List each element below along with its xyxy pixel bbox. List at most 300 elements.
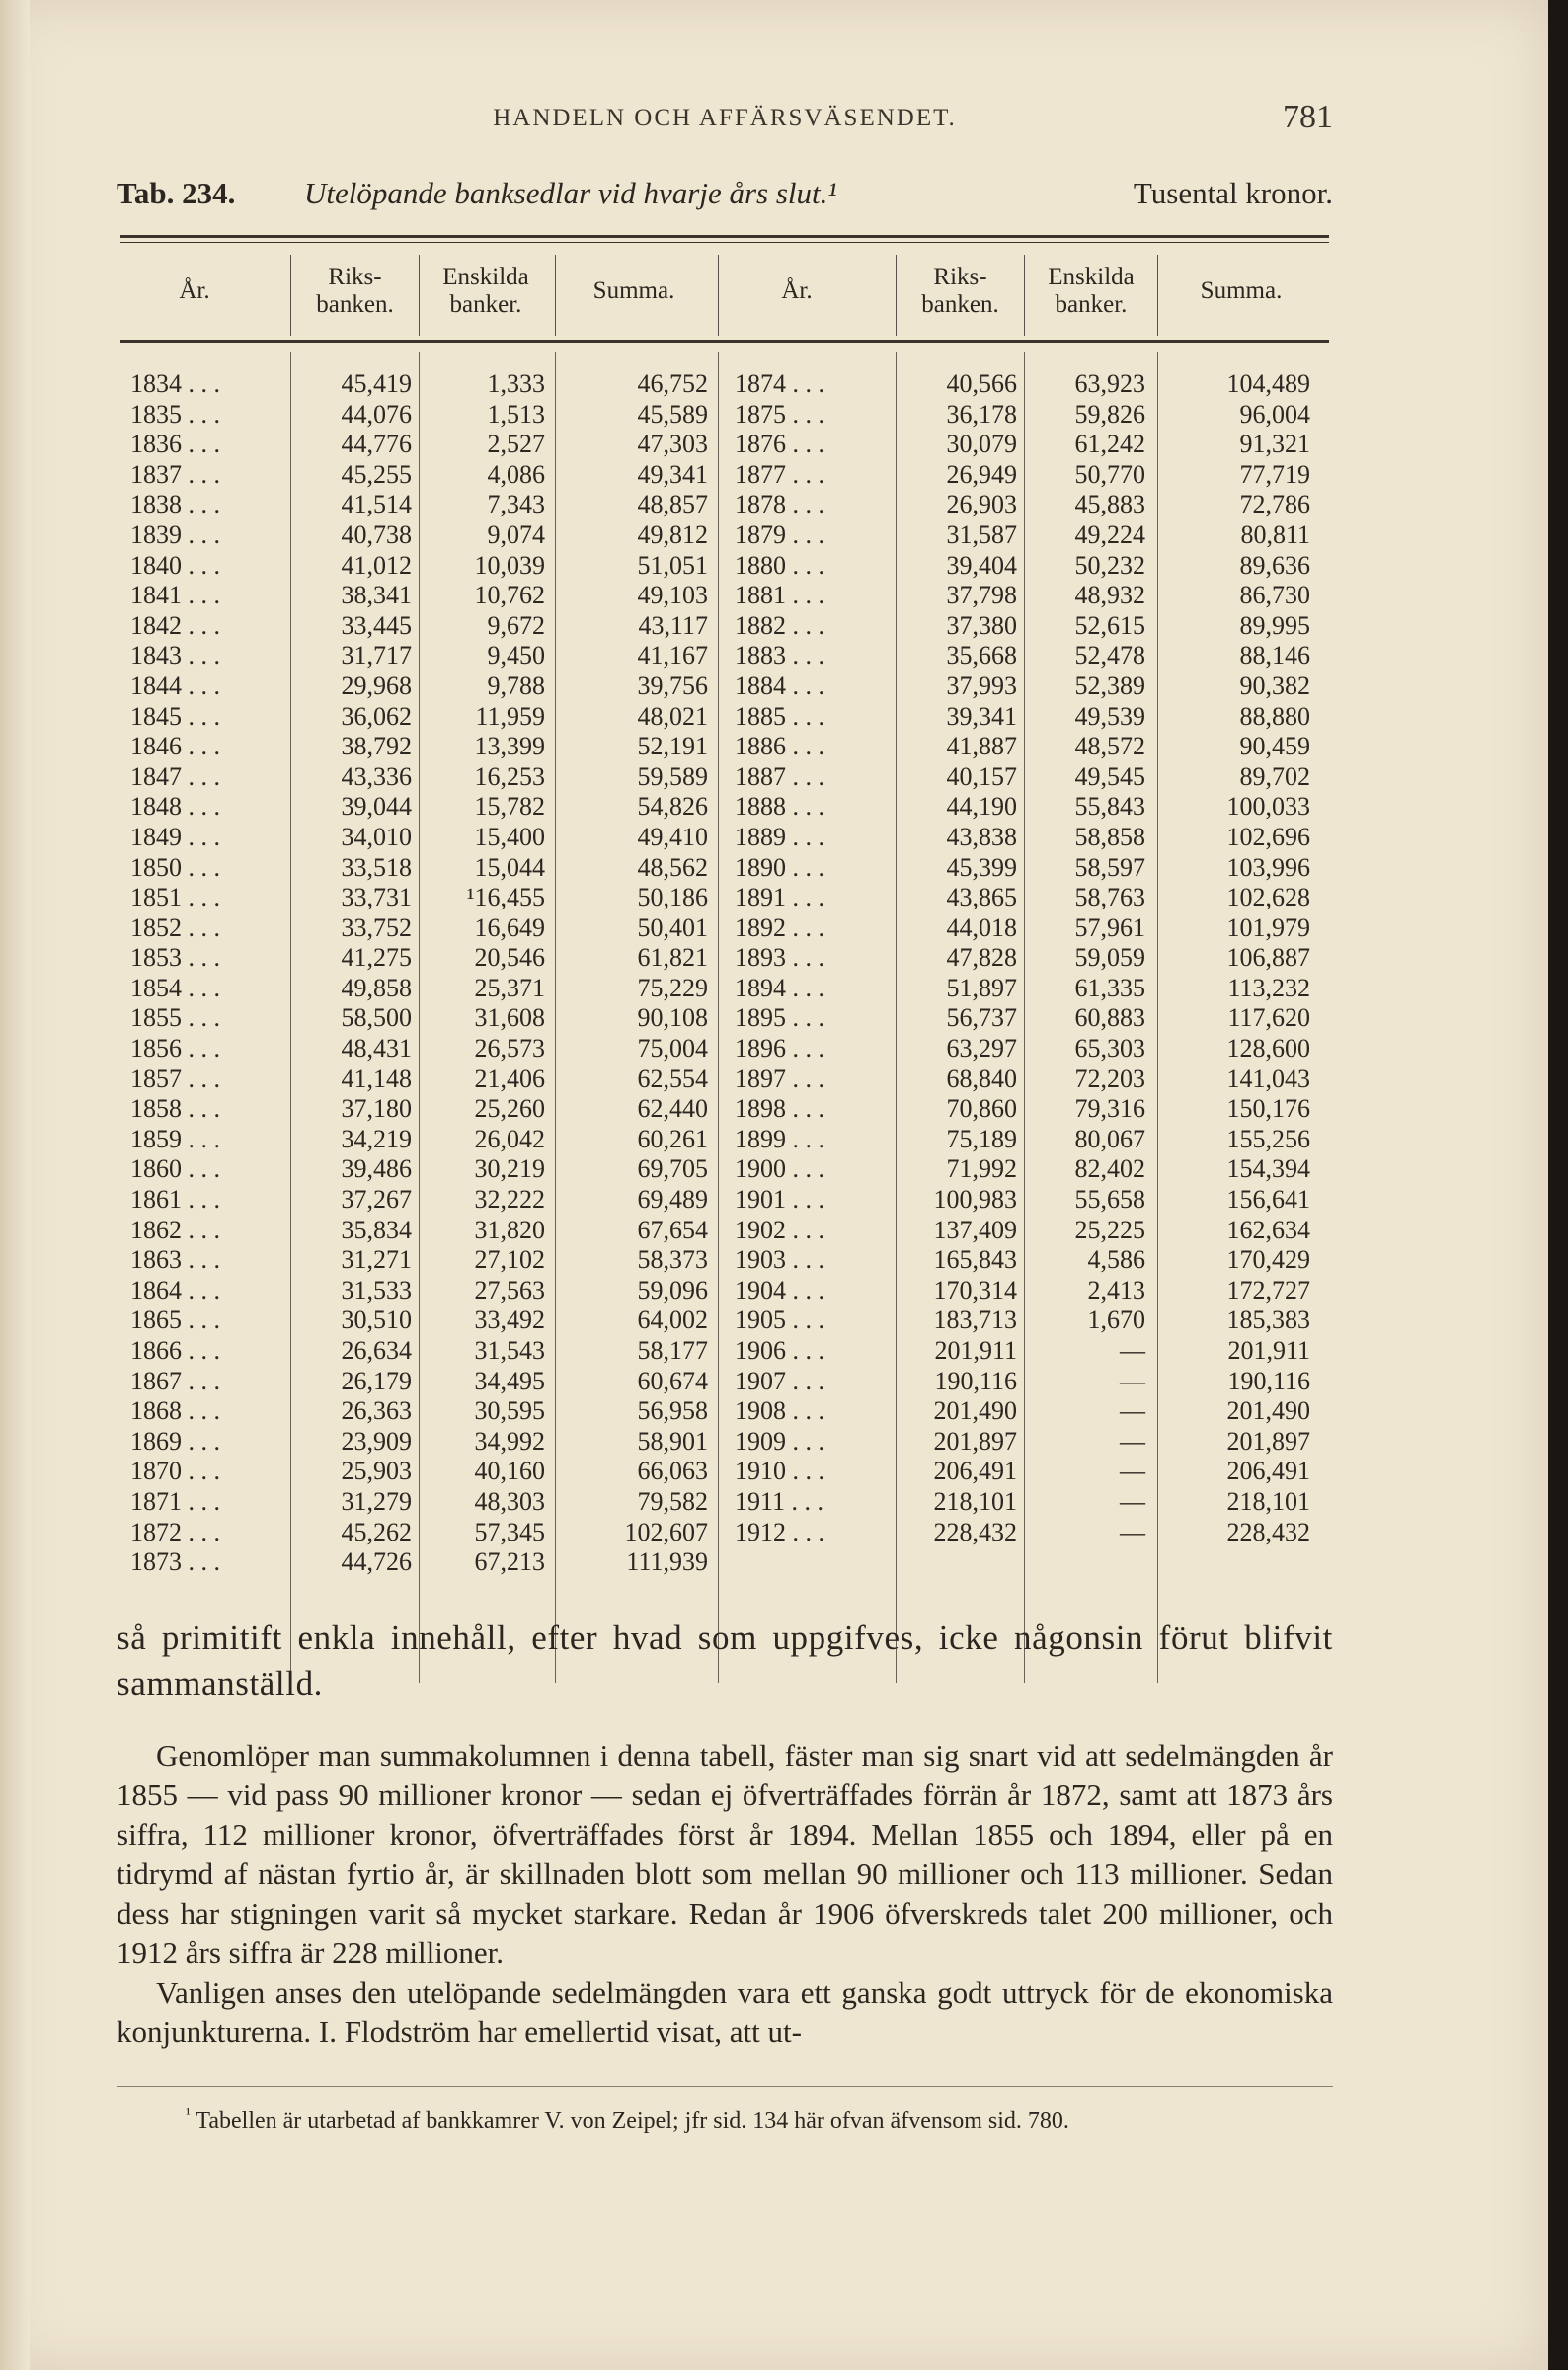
- cell-year: 1875 . . .: [735, 399, 824, 429]
- cell-riksbanken: 37,798: [946, 581, 1017, 610]
- cell-year: 1911 . . .: [735, 1486, 824, 1516]
- cell-riksbanken: 56,737: [946, 1003, 1017, 1033]
- cell-riksbanken: 33,518: [341, 852, 412, 882]
- cell-summa: 58,177: [637, 1336, 708, 1365]
- cell-summa: 52,191: [637, 732, 708, 761]
- cell-enskilda: 67,213: [474, 1547, 545, 1577]
- cell-enskilda: 55,843: [1074, 792, 1145, 822]
- table-row: [120, 581, 1329, 611]
- cell-year: 1883 . . .: [735, 641, 824, 671]
- cell-riksbanken: 37,267: [341, 1185, 412, 1215]
- cell-enskilda: 59,826: [1074, 399, 1145, 429]
- cell-riksbanken: 30,079: [946, 430, 1017, 459]
- cell-summa: 45,589: [637, 399, 708, 429]
- cell-year: 1862 . . .: [130, 1215, 220, 1244]
- cell-riksbanken: 45,262: [341, 1517, 412, 1546]
- cell-riksbanken: 39,044: [341, 792, 412, 822]
- cell-riksbanken: 39,486: [341, 1154, 412, 1184]
- cell-enskilda: 9,074: [487, 519, 545, 549]
- cell-summa: 89,636: [1239, 550, 1310, 580]
- cell-riksbanken: 49,858: [341, 973, 412, 1002]
- cell-riksbanken: 33,445: [341, 610, 412, 640]
- cell-riksbanken: 68,840: [946, 1064, 1017, 1093]
- cell-summa: 100,033: [1226, 792, 1310, 822]
- cell-enskilda: 45,883: [1074, 490, 1145, 519]
- cell-riksbanken: 26,179: [341, 1366, 412, 1395]
- cell-riksbanken: 218,101: [933, 1486, 1017, 1516]
- cell-year: 1841 . . .: [130, 581, 220, 610]
- cell-enskilda: 9,450: [487, 641, 545, 671]
- cell-summa: 90,382: [1239, 671, 1310, 700]
- cell-enskilda: —: [1120, 1426, 1145, 1456]
- cell-summa: 88,880: [1239, 701, 1310, 731]
- cell-summa: 66,063: [637, 1457, 708, 1486]
- page-number: 781: [1283, 99, 1333, 135]
- cell-enskilda: 2,413: [1087, 1275, 1145, 1304]
- table-row: [120, 551, 1329, 582]
- cell-summa: 128,600: [1226, 1034, 1310, 1064]
- table-row: [120, 1457, 1329, 1487]
- cell-riksbanken: 44,076: [341, 399, 412, 429]
- page-header: [117, 99, 1333, 146]
- cell-riksbanken: 25,903: [341, 1457, 412, 1486]
- cell-riksbanken: 63,297: [946, 1034, 1017, 1064]
- cell-riksbanken: 201,490: [933, 1396, 1017, 1426]
- table-row: [120, 732, 1329, 762]
- running-head: HANDELN OCH AFFÄRSVÄSENDET.: [493, 105, 957, 131]
- cell-summa: 62,554: [637, 1064, 708, 1093]
- cell-enskilda: 15,782: [474, 792, 545, 822]
- cell-enskilda: 82,402: [1074, 1154, 1145, 1184]
- cell-year: 1842 . . .: [130, 610, 220, 640]
- cell-riksbanken: 37,380: [946, 610, 1017, 640]
- table-row: [120, 974, 1329, 1004]
- cell-year: 1871 . . .: [130, 1486, 220, 1516]
- cell-year: 1907 . . .: [735, 1366, 824, 1395]
- cell-year: 1888 . . .: [735, 792, 824, 822]
- cell-enskilda: 31,543: [474, 1336, 545, 1365]
- cell-enskilda: 49,539: [1074, 701, 1145, 731]
- cell-enskilda: 1,333: [487, 369, 545, 398]
- cell-year: 1904 . . .: [735, 1275, 824, 1304]
- cell-year: 1850 . . .: [130, 852, 220, 882]
- cell-year: 1877 . . .: [735, 459, 824, 489]
- cell-year: 1846 . . .: [130, 732, 220, 761]
- page-gutter: [0, 0, 30, 2370]
- table-row: [120, 1396, 1329, 1427]
- cell-riksbanken: 45,419: [341, 369, 412, 398]
- cell-year: 1896 . . .: [735, 1034, 824, 1064]
- table-row: [120, 1094, 1329, 1125]
- cell-year: 1902 . . .: [735, 1215, 824, 1244]
- table-row: [120, 460, 1329, 491]
- cell-enskilda: 40,160: [474, 1457, 545, 1486]
- cell-enskilda: 4,586: [1087, 1245, 1145, 1275]
- cell-year: 1864 . . .: [130, 1275, 220, 1304]
- cell-year: 1905 . . .: [735, 1305, 824, 1335]
- cell-enskilda: 48,932: [1074, 581, 1145, 610]
- cell-riksbanken: 34,010: [341, 822, 412, 851]
- cell-riksbanken: 31,271: [341, 1245, 412, 1275]
- table-row: [120, 641, 1329, 672]
- table-row: [120, 913, 1329, 944]
- cell-riksbanken: 41,514: [341, 490, 412, 519]
- cell-enskilda: 10,762: [474, 581, 545, 610]
- cell-year: 1876 . . .: [735, 430, 824, 459]
- cell-riksbanken: 41,012: [341, 550, 412, 580]
- cell-riksbanken: 41,275: [341, 943, 412, 973]
- cell-riksbanken: 29,968: [341, 671, 412, 700]
- cell-riksbanken: 38,341: [341, 581, 412, 610]
- cell-summa: 43,117: [638, 610, 708, 640]
- table-row: [120, 611, 1329, 642]
- cell-year: 1845 . . .: [130, 701, 220, 731]
- cell-summa: 106,887: [1226, 943, 1310, 973]
- cell-year: 1885 . . .: [735, 701, 824, 731]
- cell-year: 1861 . . .: [130, 1185, 220, 1215]
- cell-riksbanken: 37,180: [341, 1094, 412, 1124]
- cell-summa: 201,490: [1226, 1396, 1310, 1426]
- cell-enskilda: 57,961: [1074, 912, 1145, 942]
- cell-summa: 69,489: [637, 1185, 708, 1215]
- cell-enskilda: 16,253: [474, 761, 545, 791]
- cell-year: 1880 . . .: [735, 550, 824, 580]
- cell-year: 1834 . . .: [130, 369, 220, 398]
- cell-summa: 72,786: [1239, 490, 1310, 519]
- cell-riksbanken: 228,432: [933, 1517, 1017, 1546]
- cell-riksbanken: 58,500: [341, 1003, 412, 1033]
- cell-summa: 50,401: [637, 912, 708, 942]
- table-label: Tab. 234.: [117, 176, 236, 210]
- cell-year: 1866 . . .: [130, 1336, 220, 1365]
- cell-year: 1854 . . .: [130, 973, 220, 1002]
- cell-riksbanken: 41,148: [341, 1064, 412, 1093]
- cell-summa: 48,021: [637, 701, 708, 731]
- cell-riksbanken: 26,363: [341, 1396, 412, 1426]
- table-row: [120, 1305, 1329, 1336]
- cell-riksbanken: 45,399: [946, 852, 1017, 882]
- cell-riksbanken: 45,255: [341, 459, 412, 489]
- cell-riksbanken: 26,903: [946, 490, 1017, 519]
- cell-enskilda: 25,260: [474, 1094, 545, 1124]
- cell-year: 1912 . . .: [735, 1517, 824, 1546]
- cell-riksbanken: 31,533: [341, 1275, 412, 1304]
- table-row: [120, 520, 1329, 551]
- cell-riksbanken: 70,860: [946, 1094, 1017, 1124]
- cell-year: 1903 . . .: [735, 1245, 824, 1275]
- cell-enskilda: ¹16,455: [466, 883, 545, 912]
- cell-enskilda: 65,303: [1074, 1034, 1145, 1064]
- cell-enskilda: 25,371: [474, 973, 545, 1002]
- cell-riksbanken: 31,587: [946, 519, 1017, 549]
- cell-enskilda: 26,042: [474, 1124, 545, 1153]
- cell-enskilda: 15,400: [474, 822, 545, 851]
- cell-summa: 48,562: [637, 852, 708, 882]
- cell-summa: 172,727: [1226, 1275, 1310, 1304]
- cell-year: 1865 . . .: [130, 1305, 220, 1335]
- cell-year: 1898 . . .: [735, 1094, 824, 1124]
- cell-year: 1881 . . .: [735, 581, 824, 610]
- table-row: [120, 883, 1329, 913]
- cell-summa: 101,979: [1226, 912, 1310, 942]
- cell-enskilda: 52,615: [1074, 610, 1145, 640]
- cell-enskilda: 26,573: [474, 1034, 545, 1064]
- cell-summa: 49,341: [637, 459, 708, 489]
- cell-riksbanken: 33,752: [341, 912, 412, 942]
- cell-riksbanken: 37,993: [946, 671, 1017, 700]
- cell-summa: 156,641: [1226, 1185, 1310, 1215]
- table-row: [120, 1367, 1329, 1397]
- cell-year: 1863 . . .: [130, 1245, 220, 1275]
- cell-enskilda: 49,224: [1074, 519, 1145, 549]
- cell-enskilda: 72,203: [1074, 1064, 1145, 1093]
- cell-enskilda: 32,222: [474, 1185, 545, 1215]
- table-row: [120, 853, 1329, 884]
- table-row: [120, 672, 1329, 702]
- table-row: [120, 1547, 1329, 1578]
- cell-riksbanken: 183,713: [933, 1305, 1017, 1335]
- cell-year: 1872 . . .: [130, 1517, 220, 1546]
- paragraph-3: Vanligen anses den utelöpande sedelmängden vara ett ganska godt uttryck för de ekonomiska konjunkturerna. I. Flodström har emellertid visat, att ut-: [117, 1975, 1333, 2049]
- cell-year: 1887 . . .: [735, 761, 824, 791]
- cell-year: 1860 . . .: [130, 1154, 220, 1184]
- cell-summa: 48,857: [637, 490, 708, 519]
- cell-year: 1897 . . .: [735, 1064, 824, 1093]
- cell-year: 1848 . . .: [130, 792, 220, 822]
- cell-enskilda: 21,406: [474, 1064, 545, 1093]
- cell-enskilda: 60,883: [1074, 1003, 1145, 1033]
- body-text: [117, 1616, 1333, 2052]
- cell-enskilda: 31,608: [474, 1003, 545, 1033]
- cell-summa: 61,821: [637, 943, 708, 973]
- table-title: Utelöpande banksedlar vid hvarje års slut.¹: [304, 176, 837, 210]
- cell-year: 1893 . . .: [735, 943, 824, 973]
- cell-summa: 60,674: [637, 1366, 708, 1395]
- table-row: [120, 943, 1329, 974]
- cell-year: 1910 . . .: [735, 1457, 824, 1486]
- cell-year: 1892 . . .: [735, 912, 824, 942]
- cell-summa: 47,303: [637, 430, 708, 459]
- cell-summa: 50,186: [637, 883, 708, 912]
- cell-summa: 218,101: [1226, 1486, 1310, 1516]
- cell-enskilda: —: [1120, 1486, 1145, 1516]
- cell-summa: 89,702: [1239, 761, 1310, 791]
- cell-riksbanken: 36,062: [341, 701, 412, 731]
- cell-enskilda: 20,546: [474, 943, 545, 973]
- cell-year: 1855 . . .: [130, 1003, 220, 1033]
- cell-year: 1856 . . .: [130, 1034, 220, 1064]
- cell-summa: 39,756: [637, 671, 708, 700]
- cell-enskilda: —: [1120, 1457, 1145, 1486]
- cell-summa: 117,620: [1227, 1003, 1310, 1033]
- cell-year: 1899 . . .: [735, 1124, 824, 1153]
- cell-enskilda: 7,343: [487, 490, 545, 519]
- header-enskilda-left: Enskilda banker.: [442, 264, 529, 318]
- table-row: [120, 1034, 1329, 1065]
- cell-year: 1837 . . .: [130, 459, 220, 489]
- cell-riksbanken: 71,992: [946, 1154, 1017, 1184]
- cell-year: 1908 . . .: [735, 1396, 824, 1426]
- cell-year: 1868 . . .: [130, 1396, 220, 1426]
- cell-summa: 49,812: [637, 519, 708, 549]
- cell-summa: 60,261: [637, 1124, 708, 1153]
- cell-year: 1869 . . .: [130, 1426, 220, 1456]
- cell-enskilda: 13,399: [474, 732, 545, 761]
- cell-year: 1894 . . .: [735, 973, 824, 1002]
- cell-enskilda: 50,232: [1074, 550, 1145, 580]
- cell-riksbanken: 40,157: [946, 761, 1017, 791]
- cell-enskilda: 55,658: [1074, 1185, 1145, 1215]
- cell-summa: 206,491: [1226, 1457, 1310, 1486]
- cell-riksbanken: 190,116: [934, 1366, 1017, 1395]
- cell-enskilda: 52,478: [1074, 641, 1145, 671]
- cell-summa: 102,628: [1226, 883, 1310, 912]
- table-row: [120, 1245, 1329, 1276]
- footnote-mark: ¹: [186, 2106, 191, 2123]
- cell-riksbanken: 41,887: [946, 732, 1017, 761]
- cell-summa: 111,939: [626, 1547, 708, 1577]
- cell-riksbanken: 39,341: [946, 701, 1017, 731]
- cell-year: 1878 . . .: [735, 490, 824, 519]
- table-row: [120, 1154, 1329, 1185]
- cell-enskilda: 16,649: [474, 912, 545, 942]
- cell-summa: 79,582: [637, 1486, 708, 1516]
- cell-riksbanken: 165,843: [933, 1245, 1017, 1275]
- table-row: [120, 762, 1329, 793]
- table-unit: Tusental kronor.: [1133, 176, 1333, 210]
- cell-enskilda: 34,992: [474, 1426, 545, 1456]
- table-row: [120, 1336, 1329, 1367]
- cell-summa: 58,901: [637, 1426, 708, 1456]
- cell-enskilda: 27,102: [474, 1245, 545, 1275]
- table-row: [120, 1003, 1329, 1034]
- table-row: [120, 1276, 1329, 1306]
- table-caption: [117, 172, 1333, 219]
- cell-summa: 49,410: [637, 822, 708, 851]
- cell-year: 1895 . . .: [735, 1003, 824, 1033]
- cell-summa: 56,958: [637, 1396, 708, 1426]
- cell-enskilda: 9,788: [487, 671, 545, 700]
- cell-enskilda: 58,597: [1074, 852, 1145, 882]
- cell-year: 1867 . . .: [130, 1366, 220, 1395]
- cell-summa: 102,607: [624, 1517, 708, 1546]
- cell-riksbanken: 201,911: [934, 1336, 1017, 1365]
- cell-riksbanken: 75,189: [946, 1124, 1017, 1153]
- cell-year: 1843 . . .: [130, 641, 220, 671]
- cell-summa: 49,103: [637, 581, 708, 610]
- cell-summa: 201,897: [1226, 1426, 1310, 1456]
- cell-enskilda: —: [1120, 1517, 1145, 1546]
- paragraph-2: Genomlöper man summakolumnen i denna tabell, fäster man sig snart vid att sedelmängden år 1855 — vid pass 90 millioner kronor — sedan ej öfverträffades förrän år 1872, samt att 1873 års siffra, 112 millioner kronor, öfverträffades först år 1894. Mellan 1855 och 1894, eller på en tidrymd af nästan fyrtio år, är skillnaden blott som mellan 90 millioner och 113 millioner. Sedan dess har stigningen varit så mycket starkare. Redan år 1906 öfverskreds talet 200 millioner, och 1912 års siffra är 228 millioner.: [117, 1738, 1333, 1970]
- cell-year: 1838 . . .: [130, 490, 220, 519]
- cell-riksbanken: 170,314: [933, 1275, 1017, 1304]
- cell-summa: 103,996: [1226, 852, 1310, 882]
- cell-summa: 58,373: [637, 1245, 708, 1275]
- table-row: [120, 1427, 1329, 1458]
- cell-enskilda: 80,067: [1074, 1124, 1145, 1153]
- table-row: [120, 1065, 1329, 1095]
- cell-year: 1836 . . .: [130, 430, 220, 459]
- cell-enskilda: 50,770: [1074, 459, 1145, 489]
- cell-enskilda: 31,820: [474, 1215, 545, 1244]
- cell-year: 1873 . . .: [130, 1547, 220, 1577]
- cell-year: 1889 . . .: [735, 822, 824, 851]
- cell-enskilda: 33,492: [474, 1305, 545, 1335]
- table-top-rule-thin: [120, 242, 1329, 243]
- cell-summa: 150,176: [1226, 1094, 1310, 1124]
- cell-year: 1839 . . .: [130, 519, 220, 549]
- table-row: [120, 1216, 1329, 1246]
- cell-enskilda: 49,545: [1074, 761, 1145, 791]
- table-row: [120, 1487, 1329, 1518]
- cell-riksbanken: 39,404: [946, 550, 1017, 580]
- cell-summa: 51,051: [637, 550, 708, 580]
- cell-year: 1890 . . .: [735, 852, 824, 882]
- header-year-left: År.: [179, 277, 210, 304]
- cell-enskilda: 63,923: [1074, 369, 1145, 398]
- header-summa-left: Summa.: [592, 277, 675, 304]
- cell-riksbanken: 26,949: [946, 459, 1017, 489]
- table-row: [120, 792, 1329, 823]
- cell-year: 1891 . . .: [735, 883, 824, 912]
- cell-year: 1882 . . .: [735, 610, 824, 640]
- header-year-right: År.: [781, 277, 813, 304]
- cell-enskilda: 30,219: [474, 1154, 545, 1184]
- cell-year: 1906 . . .: [735, 1336, 824, 1365]
- cell-enskilda: 1,670: [1087, 1305, 1145, 1335]
- cell-riksbanken: 100,983: [933, 1185, 1017, 1215]
- cell-summa: 228,432: [1226, 1517, 1310, 1546]
- cell-riksbanken: 206,491: [933, 1457, 1017, 1486]
- cell-enskilda: 15,044: [474, 852, 545, 882]
- cell-summa: 54,826: [637, 792, 708, 822]
- cell-riksbanken: 43,865: [946, 883, 1017, 912]
- cell-enskilda: 30,595: [474, 1396, 545, 1426]
- cell-enskilda: 61,335: [1074, 973, 1145, 1002]
- cell-riksbanken: 44,776: [341, 430, 412, 459]
- cell-summa: 113,232: [1227, 973, 1310, 1002]
- table-row: [120, 430, 1329, 460]
- cell-riksbanken: 48,431: [341, 1034, 412, 1064]
- cell-year: 1879 . . .: [735, 519, 824, 549]
- cell-year: 1853 . . .: [130, 943, 220, 973]
- cell-riksbanken: 43,336: [341, 761, 412, 791]
- cell-riksbanken: 137,409: [933, 1215, 1017, 1244]
- cell-year: 1847 . . .: [130, 761, 220, 791]
- cell-summa: 91,321: [1239, 430, 1310, 459]
- cell-enskilda: 11,959: [475, 701, 545, 731]
- cell-summa: 155,256: [1226, 1124, 1310, 1153]
- cell-summa: 141,043: [1226, 1064, 1310, 1093]
- table-row: [120, 400, 1329, 431]
- cell-enskilda: 34,495: [474, 1366, 545, 1395]
- cell-year: 1909 . . .: [735, 1426, 824, 1456]
- cell-enskilda: 10,039: [474, 550, 545, 580]
- cell-enskilda: 58,763: [1074, 883, 1145, 912]
- cell-riksbanken: 35,668: [946, 641, 1017, 671]
- cell-year: 1851 . . .: [130, 883, 220, 912]
- cell-summa: 75,004: [637, 1034, 708, 1064]
- cell-year: 1874 . . .: [735, 369, 824, 398]
- cell-year: 1835 . . .: [130, 399, 220, 429]
- cell-summa: 154,394: [1226, 1154, 1310, 1184]
- cell-enskilda: —: [1120, 1396, 1145, 1426]
- cell-summa: 96,004: [1239, 399, 1310, 429]
- header-summa-right: Summa.: [1200, 277, 1283, 304]
- table-row: [120, 490, 1329, 520]
- cell-summa: 59,589: [637, 761, 708, 791]
- cell-riksbanken: 31,717: [341, 641, 412, 671]
